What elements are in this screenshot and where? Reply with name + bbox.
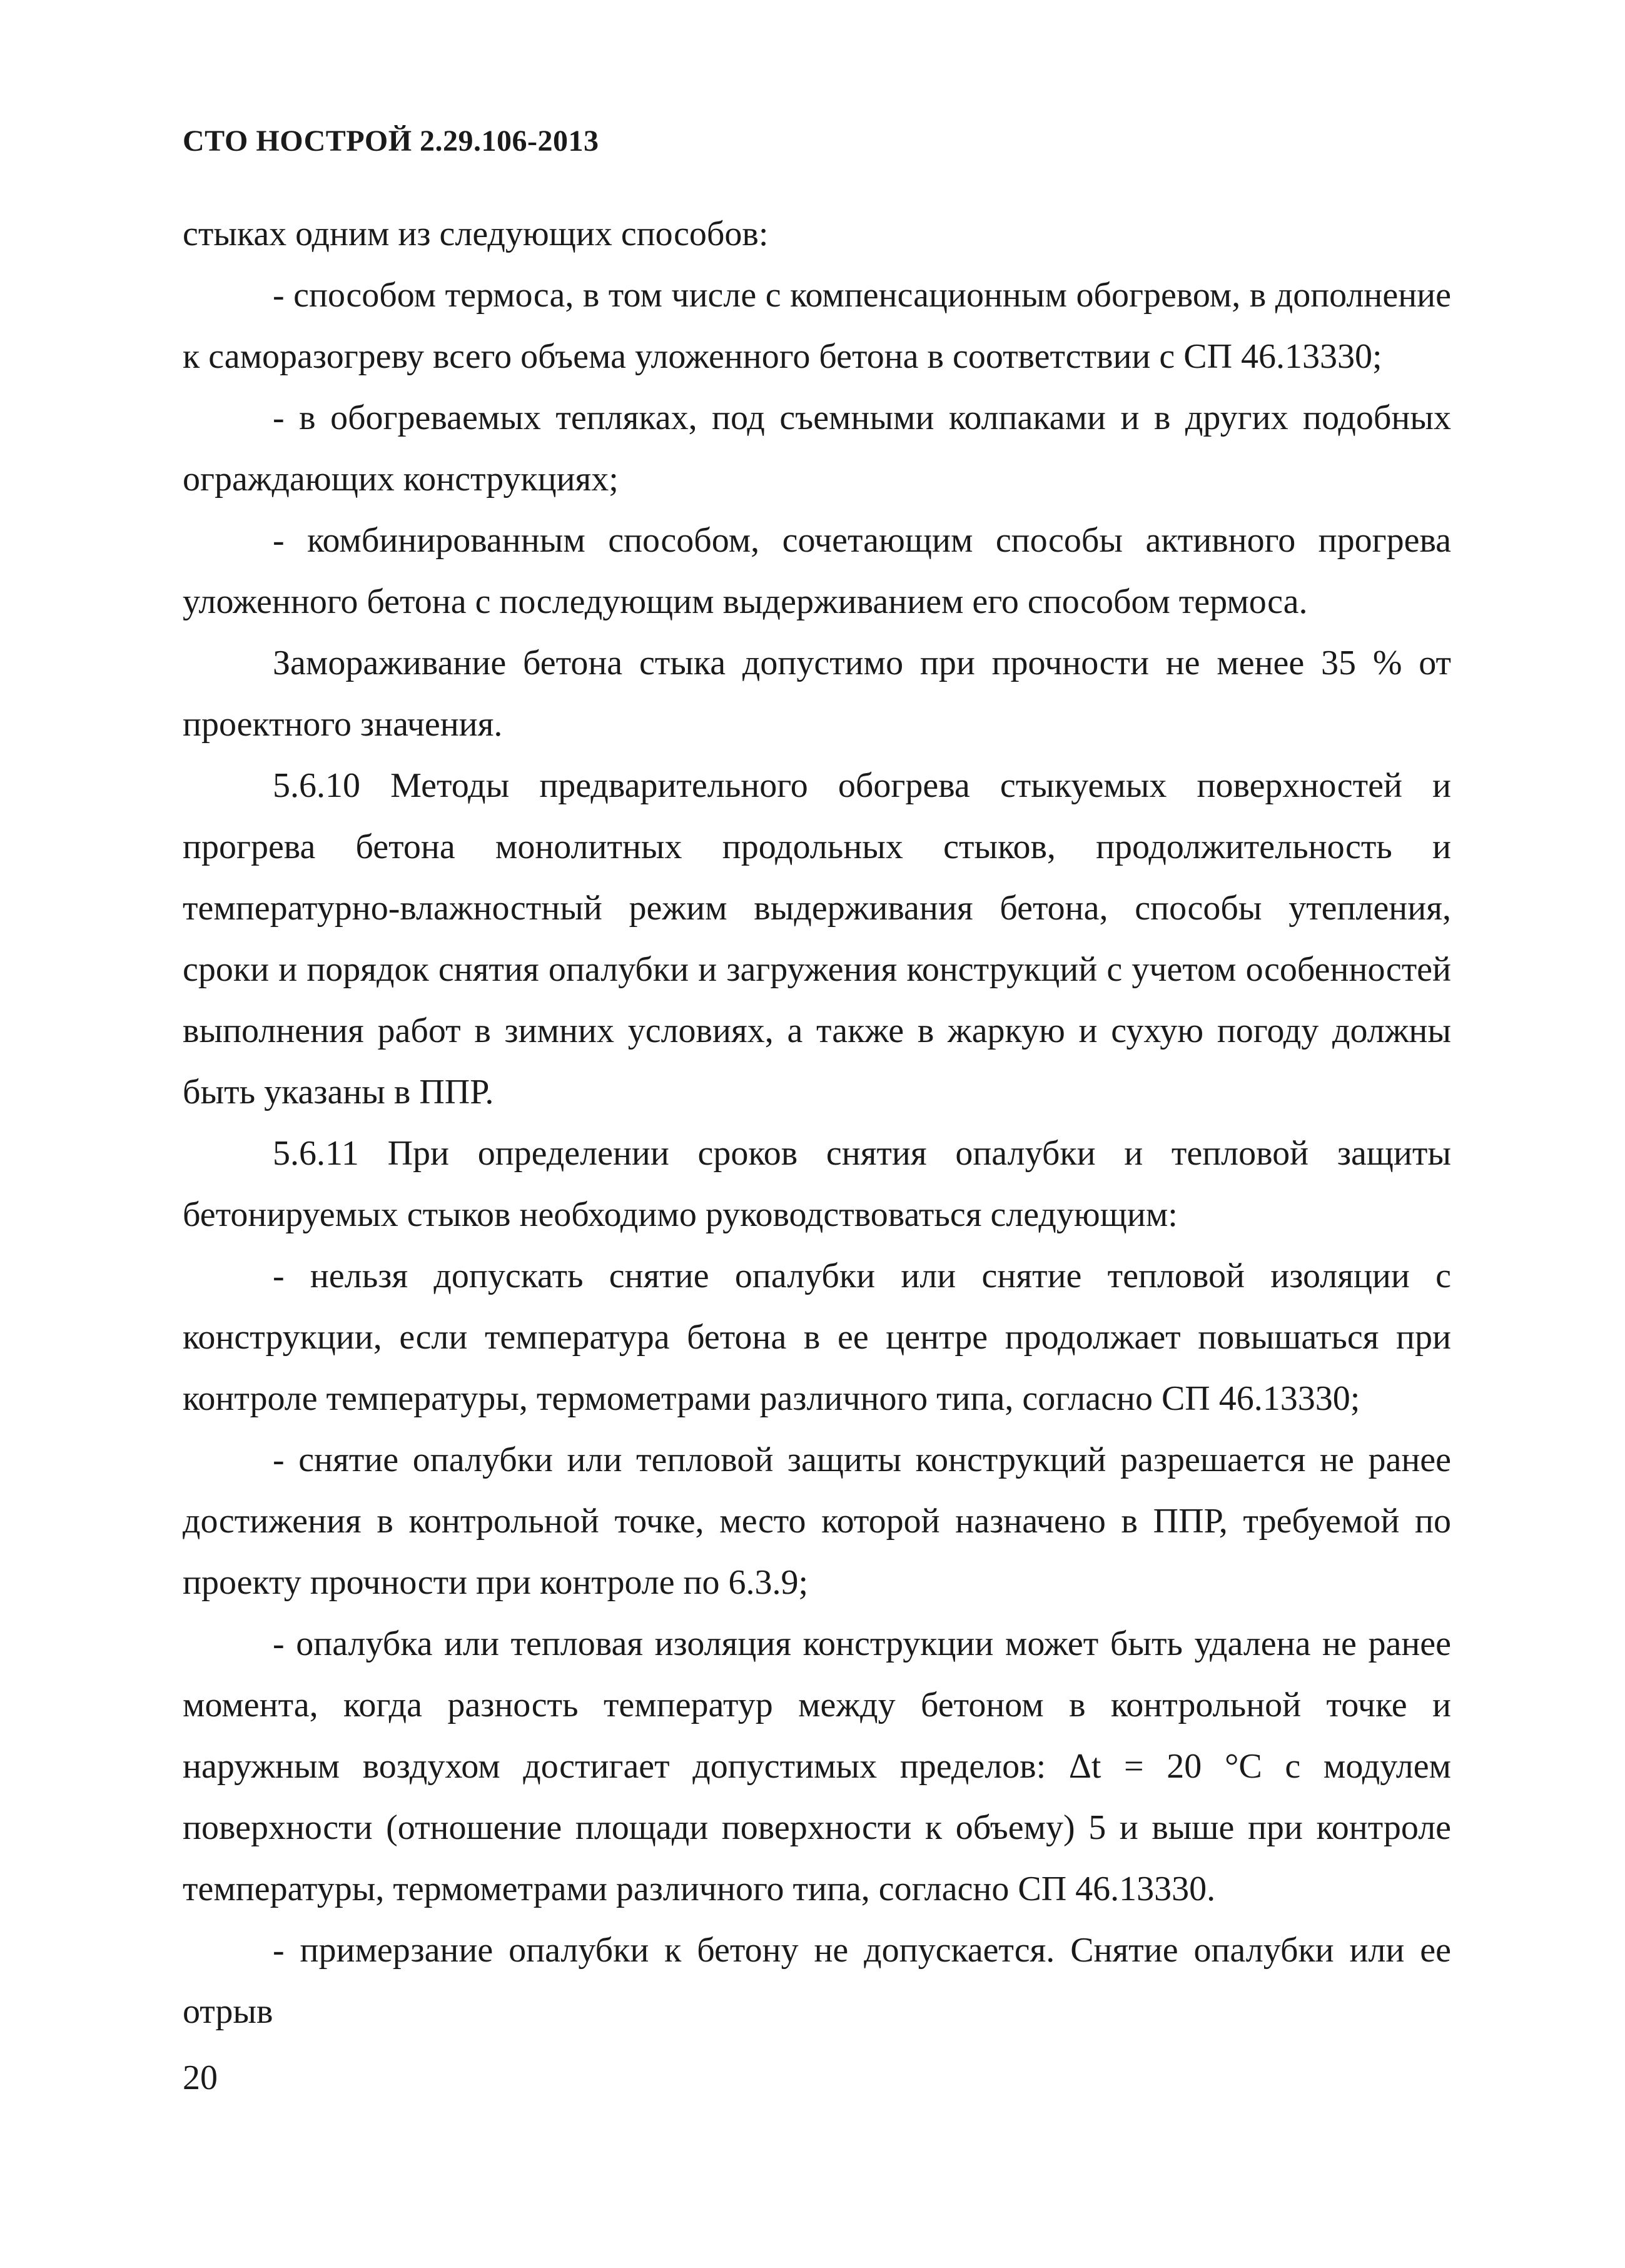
paragraph-5: Замораживание бетона стыка допустимо при прочности не менее 35 % от проектного значения. [183, 644, 1451, 744]
paragraph-7: 5.6.11 При определении сроков снятия опалубки и тепловой защиты бетонируемых стыков необходимо руководствоваться следующим: [183, 1134, 1451, 1234]
paragraph-3: - в обогреваемых тепляках, под съемными колпаками и в других подобных ограждающих конструкциях; [183, 398, 1451, 499]
paragraph-6: 5.6.10 Методы предварительного обогрева стыкуемых поверхностей и прогрева бетона монолитных продольных стыков, продолжительность и температурно-влажностный режим выдерживания бетона, способы утепления, сроки и порядок снятия опалубки и загружения конструкций с учетом особенностей выполнения работ в зимних условиях, а также в жаркую и сухую погоду должны быть указаны в ППР. [183, 766, 1451, 1111]
paragraph-2: - способом термоса, в том числе с компенсационным обогревом, в дополнение к саморазогреву всего объема уложенного бетона в соответствии с СП 46.13330; [183, 276, 1451, 376]
paragraph-8: - нельзя допускать снятие опалубки или снятие тепловой изоляции с конструкции, если температура бетона в ее центре продолжает повышаться при контроле температуры, термометрами различного типа, согласно СП 46.13330; [183, 1257, 1451, 1418]
body-text [183, 203, 1451, 2042]
document-header: СТО НОСТРОЙ 2.29.106-2013 [183, 124, 599, 158]
paragraph-11: - примерзание опалубки к бетону не допускается. Снятие опалубки или ее отрыв [183, 1931, 1451, 2031]
paragraph-1: стыках одним из следующих способов: [183, 215, 769, 253]
page-number: 20 [183, 2058, 218, 2097]
paragraph-10: - опалубка или тепловая изоляция конструкции может быть удалена не ранее момента, когда разность температур между бетоном в контрольной точке и наружным воздухом достигает допустимых пределов: Δt = 20 °С с модулем поверхности (отношение площади поверхности к объему) 5 и выше при контроле температуры, термометрами различного типа, согласно СП 46.13330. [183, 1624, 1451, 1908]
paragraph-4: - комбинированным способом, сочетающим способы активного прогрева уложенного бетона с последующим выдерживанием его способом термоса. [183, 521, 1451, 621]
paragraph-9: - снятие опалубки или тепловой защиты конструкций разрешается не ранее достижения в контрольной точке, место которой назначено в ППР, требуемой по проекту прочности при контроле по 6.3.9; [183, 1440, 1451, 1602]
